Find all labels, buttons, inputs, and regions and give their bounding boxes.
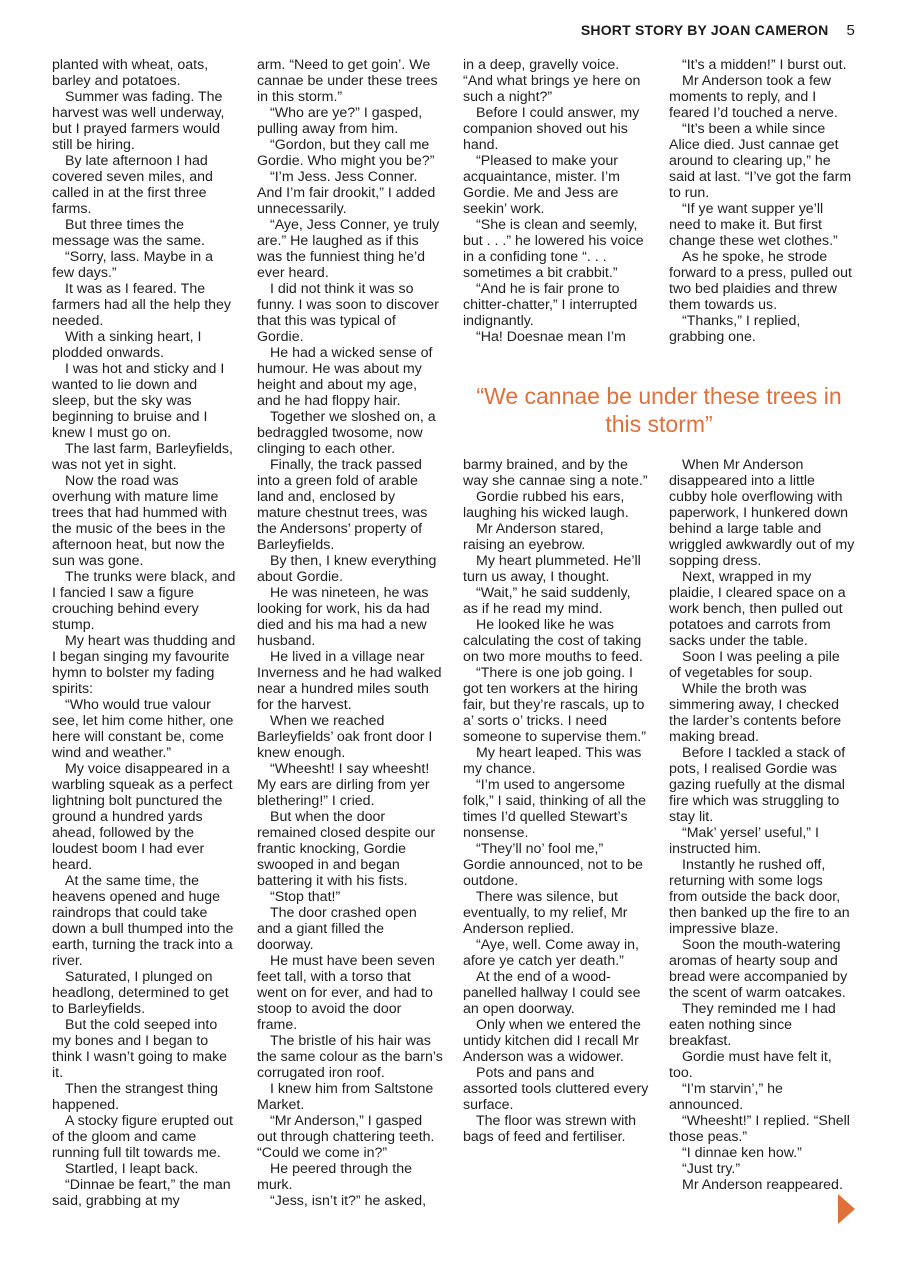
paragraph: He peered through the murk. <box>257 1161 412 1193</box>
paragraph: Before I tackled a stack of pots, I realised Gordie was gazing ruefully at the dismal fire which was struggling to stay lit. <box>669 745 846 825</box>
paragraph: planted with wheat, oats, barley and potatoes. <box>52 57 209 89</box>
paragraph: They reminded me I had eaten nothing since breakfast. <box>669 1001 836 1049</box>
paragraph: The trunks were black, and I fancied I saw a figure crouching behind every stump. <box>52 569 236 633</box>
text-column-3-top <box>463 57 649 345</box>
paragraph: Mr Anderson stared, raising an eyebrow. <box>463 521 604 553</box>
paragraph: “Aye, Jess Conner, ye truly are.” He laughed as if this was the funniest thing he’d ever heard. <box>257 217 440 281</box>
paragraph: Before I could answer, my companion shoved out his hand. <box>463 105 640 153</box>
story-byline: SHORT STORY BY JOAN CAMERON <box>580 22 829 38</box>
text-column-2 <box>257 57 443 1209</box>
paragraph: “I’m used to angersome folk,” I said, thinking of all the times I’d quelled Stewart’s nonsense. <box>463 777 646 841</box>
paragraph: Then the strangest thing happened. <box>52 1081 219 1113</box>
paragraph: It was as I feared. The farmers had all the help they needed. <box>52 281 232 329</box>
paragraph: He must have been seven feet tall, with a torso that went on for ever, and had to stoop to avoid the door frame. <box>257 953 435 1033</box>
paragraph: Saturated, I plunged on headlong, determined to get to Barleyfields. <box>52 969 229 1017</box>
paragraph: in a deep, gravelly voice. “And what brings ye here on such a night?” <box>463 57 641 105</box>
paragraph: arm. “Need to get goin’. We cannae be under these trees in this storm.” <box>257 57 438 105</box>
paragraph: Mr Anderson reappeared. <box>682 1177 843 1193</box>
text-column-4-top <box>669 57 855 345</box>
paragraph: But three times the message was the same. <box>52 217 205 249</box>
paragraph: The floor was strewn with bags of feed and fertiliser. <box>463 1113 637 1145</box>
paragraph: He was nineteen, he was looking for work, his da had died and his ma had a new husband. <box>257 585 430 649</box>
paragraph: “Gordon, but they call me Gordie. Who might you be?” <box>257 137 435 169</box>
paragraph: A stocky figure erupted out of the gloom and came running full tilt towards me. <box>52 1113 233 1161</box>
paragraph: I did not think it was so funny. I was soon to discover that this was typical of Gordie. <box>257 281 439 345</box>
paragraph: With a sinking heart, I plodded onwards. <box>52 329 202 361</box>
paragraph: When Mr Anderson disappeared into a little cubby hole overflowing with paperwork, I hunkered down behind a large table and wriggled awkwardly out of my sopping dress. <box>669 457 855 569</box>
paragraph: But when the door remained closed despite our frantic knocking, Gordie swooped in and began battering it with his fists. <box>257 809 436 889</box>
paragraph: “Mak’ yersel’ useful,” I instructed him. <box>669 825 819 857</box>
paragraph: I was hot and sticky and I wanted to lie down and sleep, but the sky was beginning to bruise and I knew I must go on. <box>52 361 225 441</box>
page-header <box>581 22 855 39</box>
paragraph: “If ye want supper ye’ll need to make it. But first change these wet clothes.” <box>669 201 838 249</box>
paragraph: There was silence, but eventually, to my relief, Mr Anderson replied. <box>463 889 628 937</box>
paragraph: “Mr Anderson,” I gasped out through chattering teeth. “Could we come in?” <box>257 1113 435 1161</box>
paragraph: Now the road was overhung with mature lime trees that had hummed with the music of the bees in the afternoon heat, but now the sun was gone. <box>52 473 228 569</box>
paragraph: “Aye, well. Come away in, afore ye catch yer death.” <box>463 937 639 969</box>
paragraph: “She is clean and seemly, but . . .” he lowered his voice in a confiding tone “. . . sometimes a bit crabbit.” <box>463 217 644 281</box>
paragraph: Only when we entered the untidy kitchen did I recall Mr Anderson was a widower. <box>463 1017 641 1065</box>
paragraph: Next, wrapped in my plaidie, I cleared space on a work bench, then pulled out potatoes and carrots from sacks under the table. <box>669 569 846 649</box>
paragraph: “Pleased to make your acquaintance, mister. I’m Gordie. Me and Jess are seekin’ work. <box>463 153 620 217</box>
paragraph: Instantly he rushed off, returning with some logs from outside the back door, then banked up the fire to an impressive blaze. <box>669 857 850 937</box>
paragraph: I knew him from Saltstone Market. <box>257 1081 434 1113</box>
paragraph: Mr Anderson took a few moments to reply, and I feared I’d touched a nerve. <box>669 73 838 121</box>
paragraph: When we reached Barleyfields’ oak front door I knew enough. <box>257 713 433 761</box>
paragraph: At the end of a wood-panelled hallway I could see an open doorway. <box>463 969 641 1017</box>
paragraph: My voice disappeared in a warbling squeak as a perfect lightning bolt punctured the ground a hundred yards ahead, followed by the loudest boom I had ever heard. <box>52 761 233 873</box>
pull-quote: “We cannae be under these trees in this storm” <box>476 383 842 437</box>
paragraph: “They’ll no’ fool me,” Gordie announced, not to be outdone. <box>463 841 643 889</box>
paragraph: My heart was thudding and I began singing my favourite hymn to bolster my fading spirits: <box>52 633 236 697</box>
paragraph: “Ha! Doesnae mean I’m <box>476 329 626 345</box>
paragraph: The bristle of his hair was the same colour as the barn’s corrugated iron roof. <box>257 1033 443 1081</box>
paragraph: “Jess, isn’t it?” he asked, <box>270 1193 427 1209</box>
paragraph: Soon I was peeling a pile of vegetables for soup. <box>669 649 840 681</box>
paragraph: Gordie rubbed his ears, laughing his wicked laugh. <box>463 489 629 521</box>
page-number: 5 <box>846 22 855 39</box>
paragraph: He lived in a village near Inverness and he had walked near a hundred miles south for the harvest. <box>257 649 442 713</box>
paragraph: Finally, the track passed into a green fold of arable land and, enclosed by mature chestnut trees, was the Andersons’ property of Barleyfields. <box>257 457 428 553</box>
paragraph: The door crashed open and a giant filled the doorway. <box>257 905 417 953</box>
text-column-4-bottom <box>669 457 855 1193</box>
text-column-3-bottom <box>463 457 649 1145</box>
paragraph: Pots and pans and assorted tools cluttered every surface. <box>463 1065 649 1113</box>
paragraph: Summer was fading. The harvest was well underway, but I prayed farmers would still be hiring. <box>52 89 225 153</box>
paragraph: “It’s a midden!” I burst out. <box>682 57 847 73</box>
paragraph: By late afternoon I had covered seven miles, and called in at the first three farms. <box>52 153 213 217</box>
paragraph: “There is one job going. I got ten workers at the hiring fair, but they’re rascals, up to a’ sorts o’ tricks. I need someone to supervise them.” <box>463 665 646 745</box>
paragraph: By then, I knew everything about Gordie. <box>257 553 437 585</box>
paragraph: Startled, I leapt back. <box>65 1161 199 1177</box>
paragraph: The last farm, Barleyfields, was not yet in sight. <box>52 441 233 473</box>
paragraph: Gordie must have felt it, too. <box>669 1049 832 1081</box>
paragraph: My heart plummeted. He’ll turn us away, I thought. <box>463 553 641 585</box>
paragraph: “Wheesht!” I replied. “Shell those peas.” <box>669 1113 850 1145</box>
text-column-1 <box>52 57 238 1209</box>
paragraph: “Just try.” <box>682 1161 741 1177</box>
paragraph: He had a wicked sense of humour. He was about my height and about my age, and he had floppy hair. <box>257 345 433 409</box>
continue-arrow-icon <box>838 1194 855 1224</box>
paragraph: “I dinnae ken how.” <box>682 1145 802 1161</box>
paragraph: At the same time, the heavens opened and huge raindrops that could take down a bull thumped into the earth, turning the track into a river. <box>52 873 234 969</box>
paragraph: “Sorry, lass. Maybe in a few days.” <box>52 249 213 281</box>
paragraph: “Thanks,” I replied, grabbing one. <box>669 313 801 345</box>
paragraph: My heart leaped. This was my chance. <box>463 745 642 777</box>
paragraph: “Wait,” he said suddenly, as if he read my mind. <box>463 585 631 617</box>
paragraph: “It’s been a while since Alice died. Just cannae get around to clearing up,” he said at last. “I’ve got the farm to run. <box>669 121 852 201</box>
paragraph: While the broth was simmering away, I checked the larder’s contents before making bread. <box>669 681 842 745</box>
paragraph: Together we sloshed on, a bedraggled twosome, now clinging to each other. <box>257 409 436 457</box>
paragraph: He looked like he was calculating the cost of taking on two more mouths to feed. <box>463 617 643 665</box>
paragraph: But the cold seeped into my bones and I began to think I wasn’t going to make it. <box>52 1017 228 1081</box>
paragraph: “Who would true valour see, let him come hither, one here will constant be, come wind and weather.” <box>52 697 234 761</box>
paragraph: “Stop that!” <box>270 889 341 905</box>
paragraph: barmy brained, and by the way she cannae sing a note.” <box>463 457 648 489</box>
paragraph: “I’m starvin’,” he announced. <box>669 1081 783 1113</box>
paragraph: “Who are ye?” I gasped, pulling away from him. <box>257 105 423 137</box>
paragraph: “Wheesht! I say wheesht! My ears are dirling from yer blethering!” I cried. <box>257 761 430 809</box>
paragraph: “Dinnae be feart,” the man said, grabbing at my <box>52 1177 231 1209</box>
paragraph: “I’m Jess. Jess Conner. And I’m fair drookit,” I added unnecessarily. <box>257 169 436 217</box>
paragraph: As he spoke, he strode forward to a press, pulled out two bed plaidies and threw them towards us. <box>669 249 852 313</box>
paragraph: Soon the mouth-watering aromas of hearty soup and bread were accompanied by the scent of warm oatcakes. <box>669 937 848 1001</box>
paragraph: “And he is fair prone to chitter-chatter,” I interrupted indignantly. <box>463 281 638 329</box>
